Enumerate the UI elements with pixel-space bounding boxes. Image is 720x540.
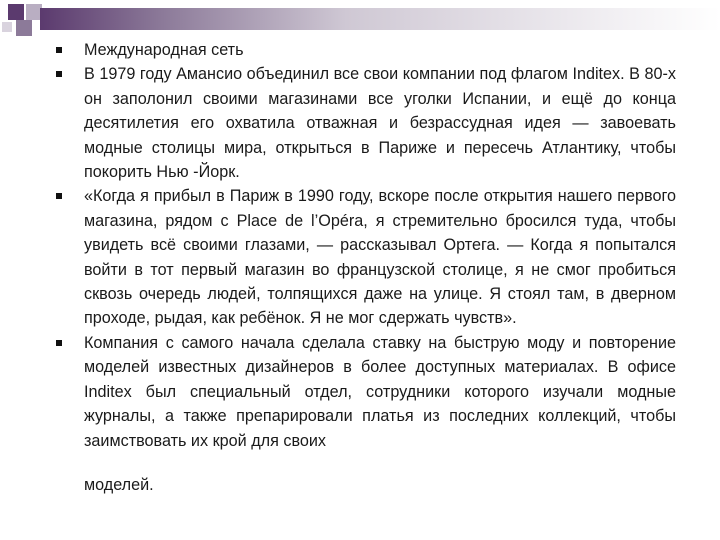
corner-square-dark	[8, 4, 24, 20]
trailing-word: моделей.	[84, 476, 154, 494]
bullet-text: «Когда я прибыл в Париж в 1990 году, вскоре после открытия нашего первого магазина, рядом с Place de l’Opéra, я стремительно бросился туда, чтобы увидеть всё своими глазами, — рассказывал Ортега. — Когда я попытался войти в тот первый магазин во французской столице, я не смог пробиться сквозь очередь людей, толпящихся даже на улице. Я стоял там, в дверном проходе, рыдая, как ребёнок. Я не мог сдержать чувств».	[84, 187, 676, 328]
corner-square-mid	[16, 20, 32, 36]
bullet-item	[56, 331, 676, 453]
bullet-text: Компания с самого начала сделала ставку на быструю моду и повторение моделей известных дизайнеров в более доступных материалах. В офисе Inditex был специальный отдел, сотрудники которого изучали модные журналы, а также препарировали платья из последних коллекций, чтобы заимствовать их крой для своих	[84, 333, 676, 450]
header-gradient-bar	[40, 8, 720, 30]
bullet-text: В 1979 году Амансио объединил все свои компании под флагом Inditex. В 80-х он заполонил своими магазинами все уголки Испании, и ещё до конца десятилетия его охватила отважная и безрассудная идея — завоевать модные столицы мира, открыться в Париже и пересечь Атлантику, чтобы покорить Нью -Йорк.	[84, 65, 676, 182]
corner-square-small	[2, 22, 12, 32]
bullet-item	[56, 184, 676, 330]
square-bullet-icon	[56, 193, 62, 199]
bullet-item	[56, 38, 676, 62]
square-bullet-icon	[56, 47, 62, 53]
slide-content	[56, 38, 676, 453]
bullet-text: Международная сеть	[84, 41, 244, 59]
square-bullet-icon	[56, 340, 62, 346]
bullet-item	[56, 62, 676, 184]
square-bullet-icon	[56, 71, 62, 77]
